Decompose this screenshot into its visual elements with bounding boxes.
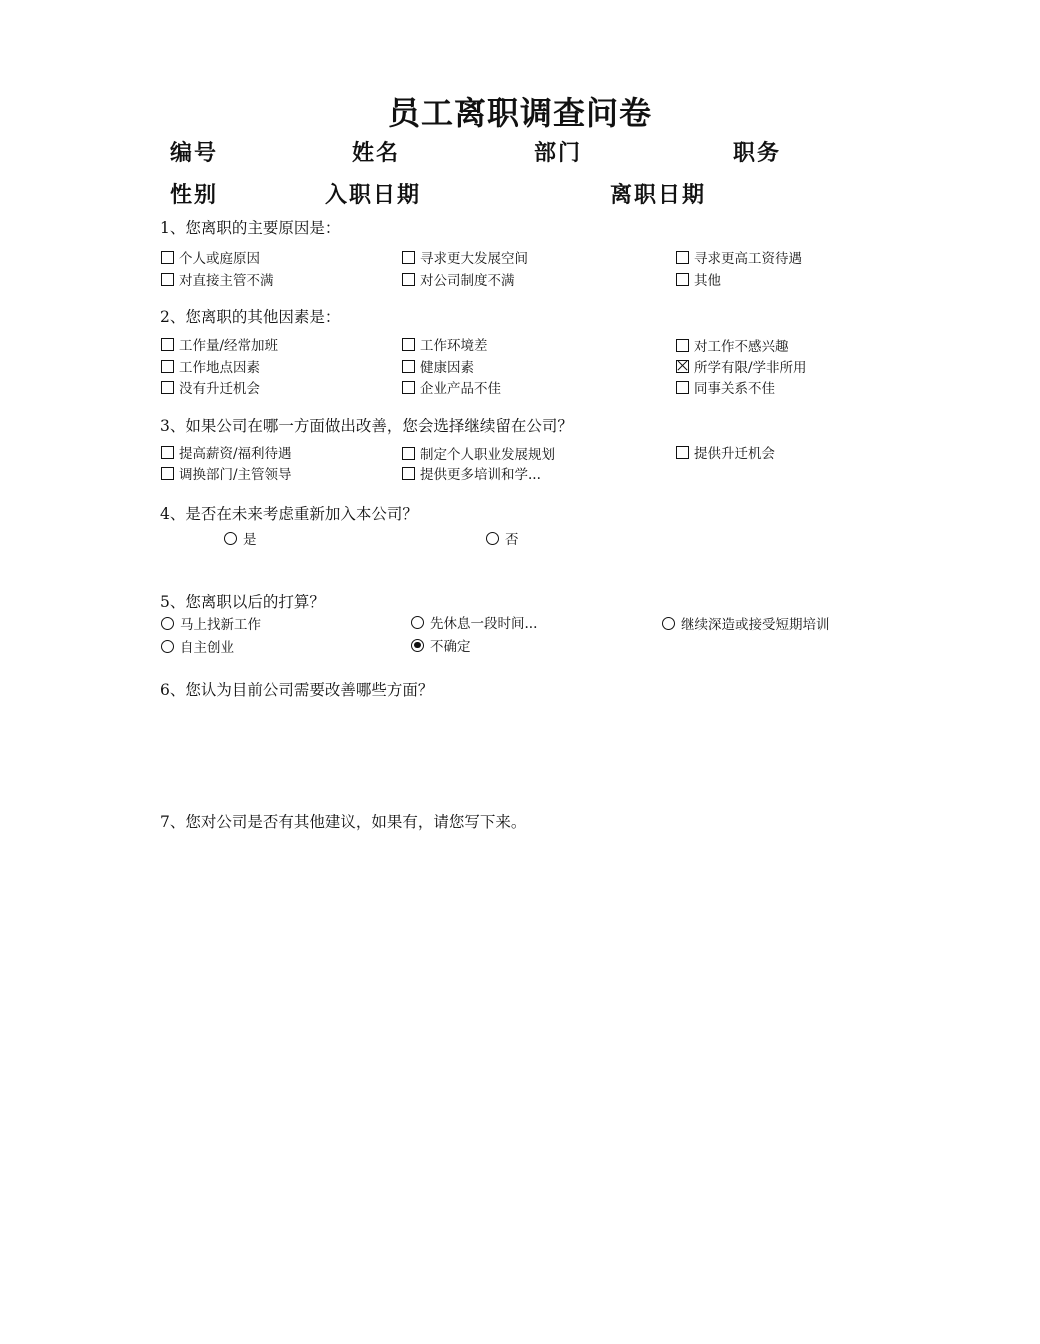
- position-label: 职务: [733, 140, 782, 166]
- q1-option[interactable]: 对直接主管不满: [161, 269, 274, 289]
- q3-option[interactable]: 提供更多培训和学...: [402, 463, 541, 483]
- checkbox-icon: [161, 446, 174, 459]
- q2-option[interactable]: 工作环境差: [402, 334, 488, 354]
- department-label: 部门: [534, 140, 583, 166]
- q1-option[interactable]: 寻求更高工资待遇: [676, 247, 798, 267]
- question-1: 1、您离职的主要原因是：: [160, 219, 341, 237]
- checkbox-icon: [161, 381, 174, 394]
- radio-selected-icon: [411, 639, 424, 652]
- question-6: 6、您认为目前公司需要改善哪些方面？: [160, 681, 434, 699]
- q2-option[interactable]: 工作地点因素: [161, 356, 260, 376]
- question-2: 2、您离职的其他因素是：: [160, 308, 341, 326]
- radio-icon: [411, 616, 424, 629]
- question-7: 7、您对公司是否有其他建议，如果有，请您写下来。: [160, 813, 527, 831]
- q3-option[interactable]: 提供升迁机会: [676, 442, 775, 462]
- q5-option[interactable]: 先休息一段时间...: [411, 612, 537, 632]
- checkbox-icon: [161, 251, 174, 264]
- q5-option[interactable]: 自主创业: [161, 636, 234, 656]
- checkbox-icon: [402, 447, 415, 460]
- q2-option[interactable]: 工作量/经常加班: [161, 334, 278, 354]
- checkbox-icon: [161, 338, 174, 351]
- q2-option[interactable]: 对工作不感兴趣: [676, 335, 798, 355]
- radio-icon: [224, 532, 237, 545]
- document-title: 员工离职调查问卷: [387, 94, 652, 132]
- name-label: 姓名: [352, 140, 401, 166]
- q2-option[interactable]: 企业产品不佳: [402, 377, 501, 397]
- question-5: 5、您离职以后的打算？: [160, 593, 325, 611]
- q1-option[interactable]: 其他: [676, 269, 721, 289]
- q2-option[interactable]: 没有升迁机会: [161, 377, 260, 397]
- q1-option[interactable]: 寻求更大发展空间: [402, 247, 528, 267]
- checkbox-icon: [402, 360, 415, 373]
- leave-date-label: 离职日期: [610, 182, 707, 208]
- radio-icon: [161, 617, 174, 630]
- q3-option[interactable]: 制定个人职业发展规划: [402, 443, 555, 463]
- checkbox-icon: [402, 338, 415, 351]
- employee-id-label: 编号: [170, 140, 219, 166]
- checkbox-icon: [676, 273, 689, 286]
- radio-icon: [662, 617, 675, 630]
- radio-icon: [486, 532, 499, 545]
- checkbox-icon: [676, 339, 689, 352]
- q5-option[interactable]: 马上找新工作: [161, 613, 261, 633]
- checkbox-icon: [161, 467, 174, 480]
- q2-option[interactable]: 同事关系不佳: [676, 377, 775, 397]
- q5-option[interactable]: 不确定: [411, 635, 471, 655]
- q3-option[interactable]: 提高薪资/福利待遇: [161, 442, 292, 462]
- checkbox-icon: [402, 381, 415, 394]
- q4-option-no[interactable]: 否: [486, 528, 519, 548]
- q3-option[interactable]: 调换部门/主管领导: [161, 463, 292, 483]
- checkbox-icon: [402, 467, 415, 480]
- q5-option[interactable]: 继续深造或接受短期培训: [662, 613, 798, 633]
- checkbox-icon: [161, 273, 174, 286]
- q2-option[interactable]: 所学有限/学非所用: [676, 356, 798, 376]
- q1-option[interactable]: 个人或庭原因: [161, 247, 260, 267]
- checkbox-icon: [676, 446, 689, 459]
- checkbox-checked-icon: [676, 360, 689, 373]
- radio-icon: [161, 640, 174, 653]
- checkbox-icon: [676, 381, 689, 394]
- gender-label: 性别: [170, 182, 219, 208]
- q2-option[interactable]: 健康因素: [402, 356, 474, 376]
- hire-date-label: 入职日期: [325, 182, 422, 208]
- checkbox-icon: [161, 360, 174, 373]
- checkbox-icon: [402, 273, 415, 286]
- q4-option-yes[interactable]: 是: [224, 528, 257, 548]
- q1-option[interactable]: 对公司制度不满: [402, 269, 515, 289]
- question-4: 4、是否在未来考虑重新加入本公司？: [160, 505, 418, 523]
- checkbox-icon: [402, 251, 415, 264]
- question-3: 3、如果公司在哪一方面做出改善，您会选择继续留在公司？: [160, 417, 573, 435]
- checkbox-icon: [676, 251, 689, 264]
